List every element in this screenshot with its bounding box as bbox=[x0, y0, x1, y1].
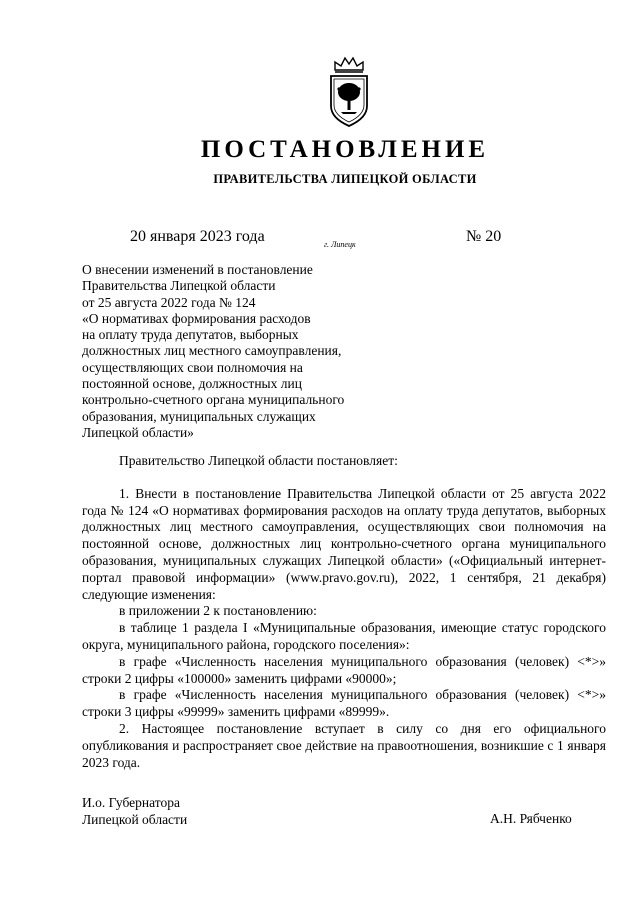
coat-of-arms-icon bbox=[327, 56, 371, 128]
subject-line: на оплату труда депутатов, выборных bbox=[82, 327, 299, 343]
subject-line: «О нормативах формирования расходов bbox=[82, 310, 311, 326]
issuer-subtitle: ПРАВИТЕЛЬСТВА ЛИПЕЦКОЙ ОБЛАСТИ bbox=[213, 172, 477, 186]
document-number: № 20 bbox=[466, 228, 502, 245]
subject-line: образования, муниципальных служащих bbox=[82, 408, 316, 424]
body-paragraph: в таблице 1 раздела I «Муниципальные образования, имеющие статус городского округа, муниципального района, городского поселения»: bbox=[82, 620, 606, 652]
subject-line: Правительства Липецкой области bbox=[82, 278, 276, 294]
subject-line: осуществляющих свои полномочия на bbox=[82, 359, 303, 375]
subject-line: Липецкой области» bbox=[82, 424, 194, 440]
document-title: ПОСТАНОВЛЕНИЕ bbox=[200, 136, 490, 163]
subject-block bbox=[82, 262, 382, 441]
document-date: 20 января 2023 года bbox=[130, 228, 265, 245]
body-paragraph: в графе «Численность населения муниципального образования (человек) <*>» строки 2 цифры «100000» заменить цифрами «90000»; bbox=[82, 653, 606, 686]
subject-line: от 25 августа 2022 года № 124 bbox=[82, 294, 256, 310]
body-paragraph: в приложении 2 к постановлению: bbox=[119, 603, 317, 619]
body-paragraph: 1. Внести в постановление Правительства Липецкой области от 25 августа 2022 года № 124 «О нормативах формирования расходов на оплату труда депутатов, выборных должностных лиц местного самоуправления, осуществляющих свои полномочия на постоянной основе, должностных лиц контрольно-счетного органа муниципального образования, муниципальных служащих Липецкой области» («Официальный интернет-портал правовой информации» (www.pravo.gov.ru), 2022, 1 сентября, 21 декабря) следующие изменения: bbox=[82, 485, 606, 602]
body-paragraph: в графе «Численность населения муниципального образования (человек) <*>» строки 3 цифры «99999» заменить цифрами «89999». bbox=[82, 687, 606, 720]
signatory-position-line: И.о. Губернатора bbox=[82, 795, 181, 810]
subject-line: постоянной основе, должностных лиц bbox=[82, 376, 302, 392]
signatory-name: А.Н. Рябченко bbox=[490, 811, 572, 826]
document-body bbox=[82, 453, 606, 771]
subject-line: О внесении изменений в постановление bbox=[82, 262, 313, 277]
document-place: г. Липецк bbox=[324, 240, 356, 249]
subject-line: контрольно-счетного органа муниципального bbox=[82, 392, 345, 408]
signatory-position bbox=[82, 794, 187, 828]
subject-line: должностных лиц местного самоуправления, bbox=[82, 343, 342, 359]
body-paragraph: 2. Настоящее постановление вступает в силу со дня его официального опубликования и распространяет свое действие на правоотношения, возникшие с 1 января 2023 года. bbox=[82, 720, 606, 770]
resolution-lead: Правительство Липецкой области постановляет: bbox=[119, 453, 398, 468]
signatory-position-line: Липецкой области bbox=[82, 812, 188, 827]
